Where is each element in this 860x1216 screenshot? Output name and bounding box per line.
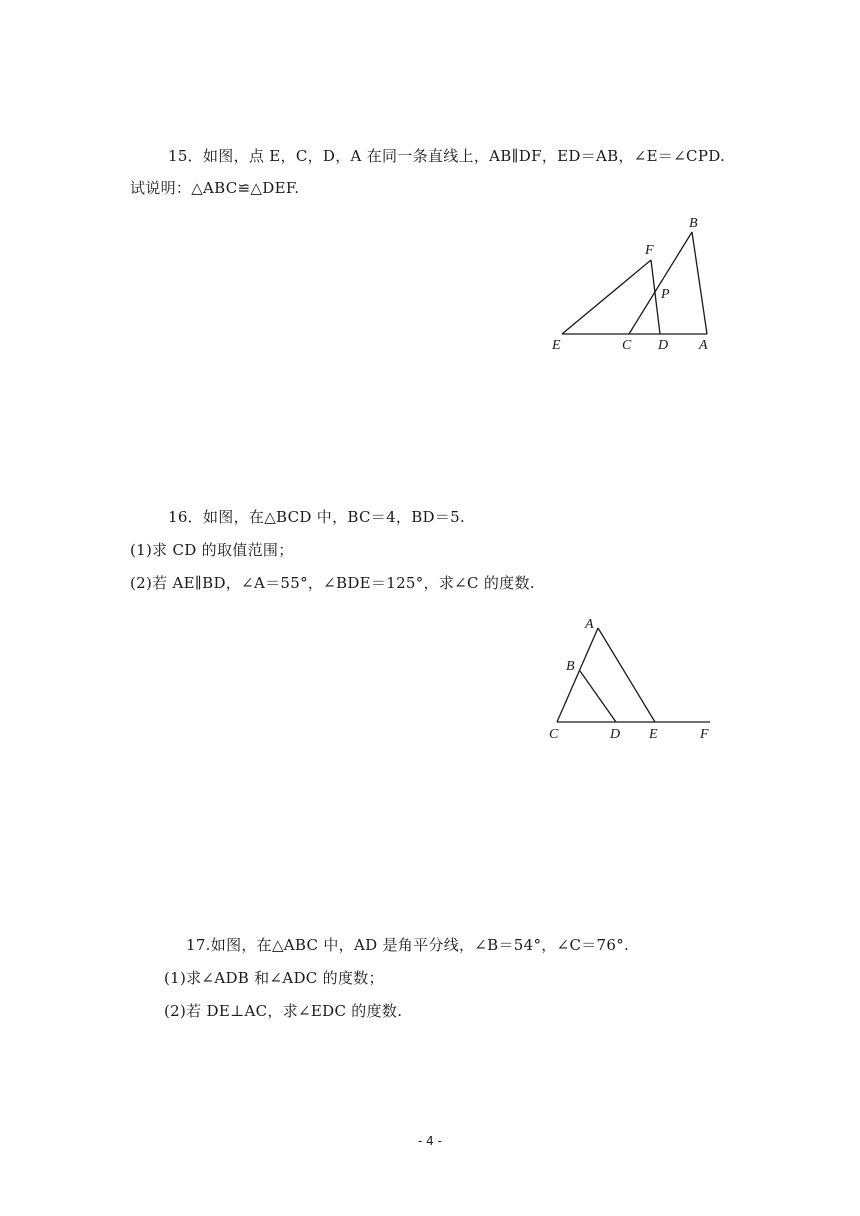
label-B: B	[689, 216, 698, 231]
label-B: B	[566, 659, 575, 674]
label-D: D	[610, 727, 621, 742]
segment-BD	[580, 671, 616, 722]
label-F: F	[645, 243, 654, 258]
problem-17-line-1	[186, 935, 629, 955]
problem-15-line-2	[130, 178, 299, 198]
problem-17-text-3: (2)若 DE⊥AC，求∠EDC 的度数.	[164, 1002, 403, 1020]
problem-17-text-1: 如图，在△ABC 中，AD 是角平分线，∠B＝54°，∠C＝76°.	[210, 936, 630, 954]
label-E: E	[552, 338, 561, 353]
problem-16-text-3: (2)若 AE∥BD，∠A＝55°，∠BDE＝125°，求∠C 的度数.	[130, 574, 535, 592]
problem-16-line-3	[130, 573, 535, 593]
problem-16-line-1	[168, 507, 465, 527]
label-P: P	[661, 287, 670, 302]
figure-15	[545, 212, 745, 362]
segment-CA	[557, 628, 598, 722]
label-A: A	[699, 338, 708, 353]
problem-15-line-1	[168, 146, 725, 166]
problem-16-text-1: 如图，在△BCD 中，BC＝4，BD＝5.	[203, 508, 466, 526]
label-E: E	[649, 727, 658, 742]
segment-CB	[629, 232, 692, 334]
problem-16-number: 16．	[168, 508, 203, 526]
label-C: C	[549, 727, 559, 742]
problem-16-line-2	[130, 540, 294, 560]
figure-16	[540, 610, 740, 750]
problem-17-line-3	[164, 1001, 402, 1021]
problem-17-text-2: (1)求∠ADB 和∠ADC 的度数；	[164, 969, 384, 987]
problem-15-number: 15．	[168, 147, 203, 165]
label-C: C	[622, 338, 632, 353]
problem-17-line-2	[164, 968, 384, 988]
label-F: F	[700, 727, 709, 742]
problem-15-text-1: 如图，点 E，C，D，A 在同一条直线上，AB∥DF，ED＝AB，∠E＝∠CPD.	[203, 147, 726, 165]
problem-16-text-2: (1)求 CD 的取值范围；	[130, 541, 294, 559]
label-D: D	[658, 338, 669, 353]
segment-EF	[562, 260, 651, 334]
label-A: A	[585, 617, 594, 632]
problem-17-number: 17.	[186, 936, 211, 954]
segment-BA	[692, 232, 707, 334]
page-number: - 4 -	[418, 1134, 442, 1148]
problem-15-text-2: 试说明：△ABC≌△DEF.	[130, 179, 300, 197]
